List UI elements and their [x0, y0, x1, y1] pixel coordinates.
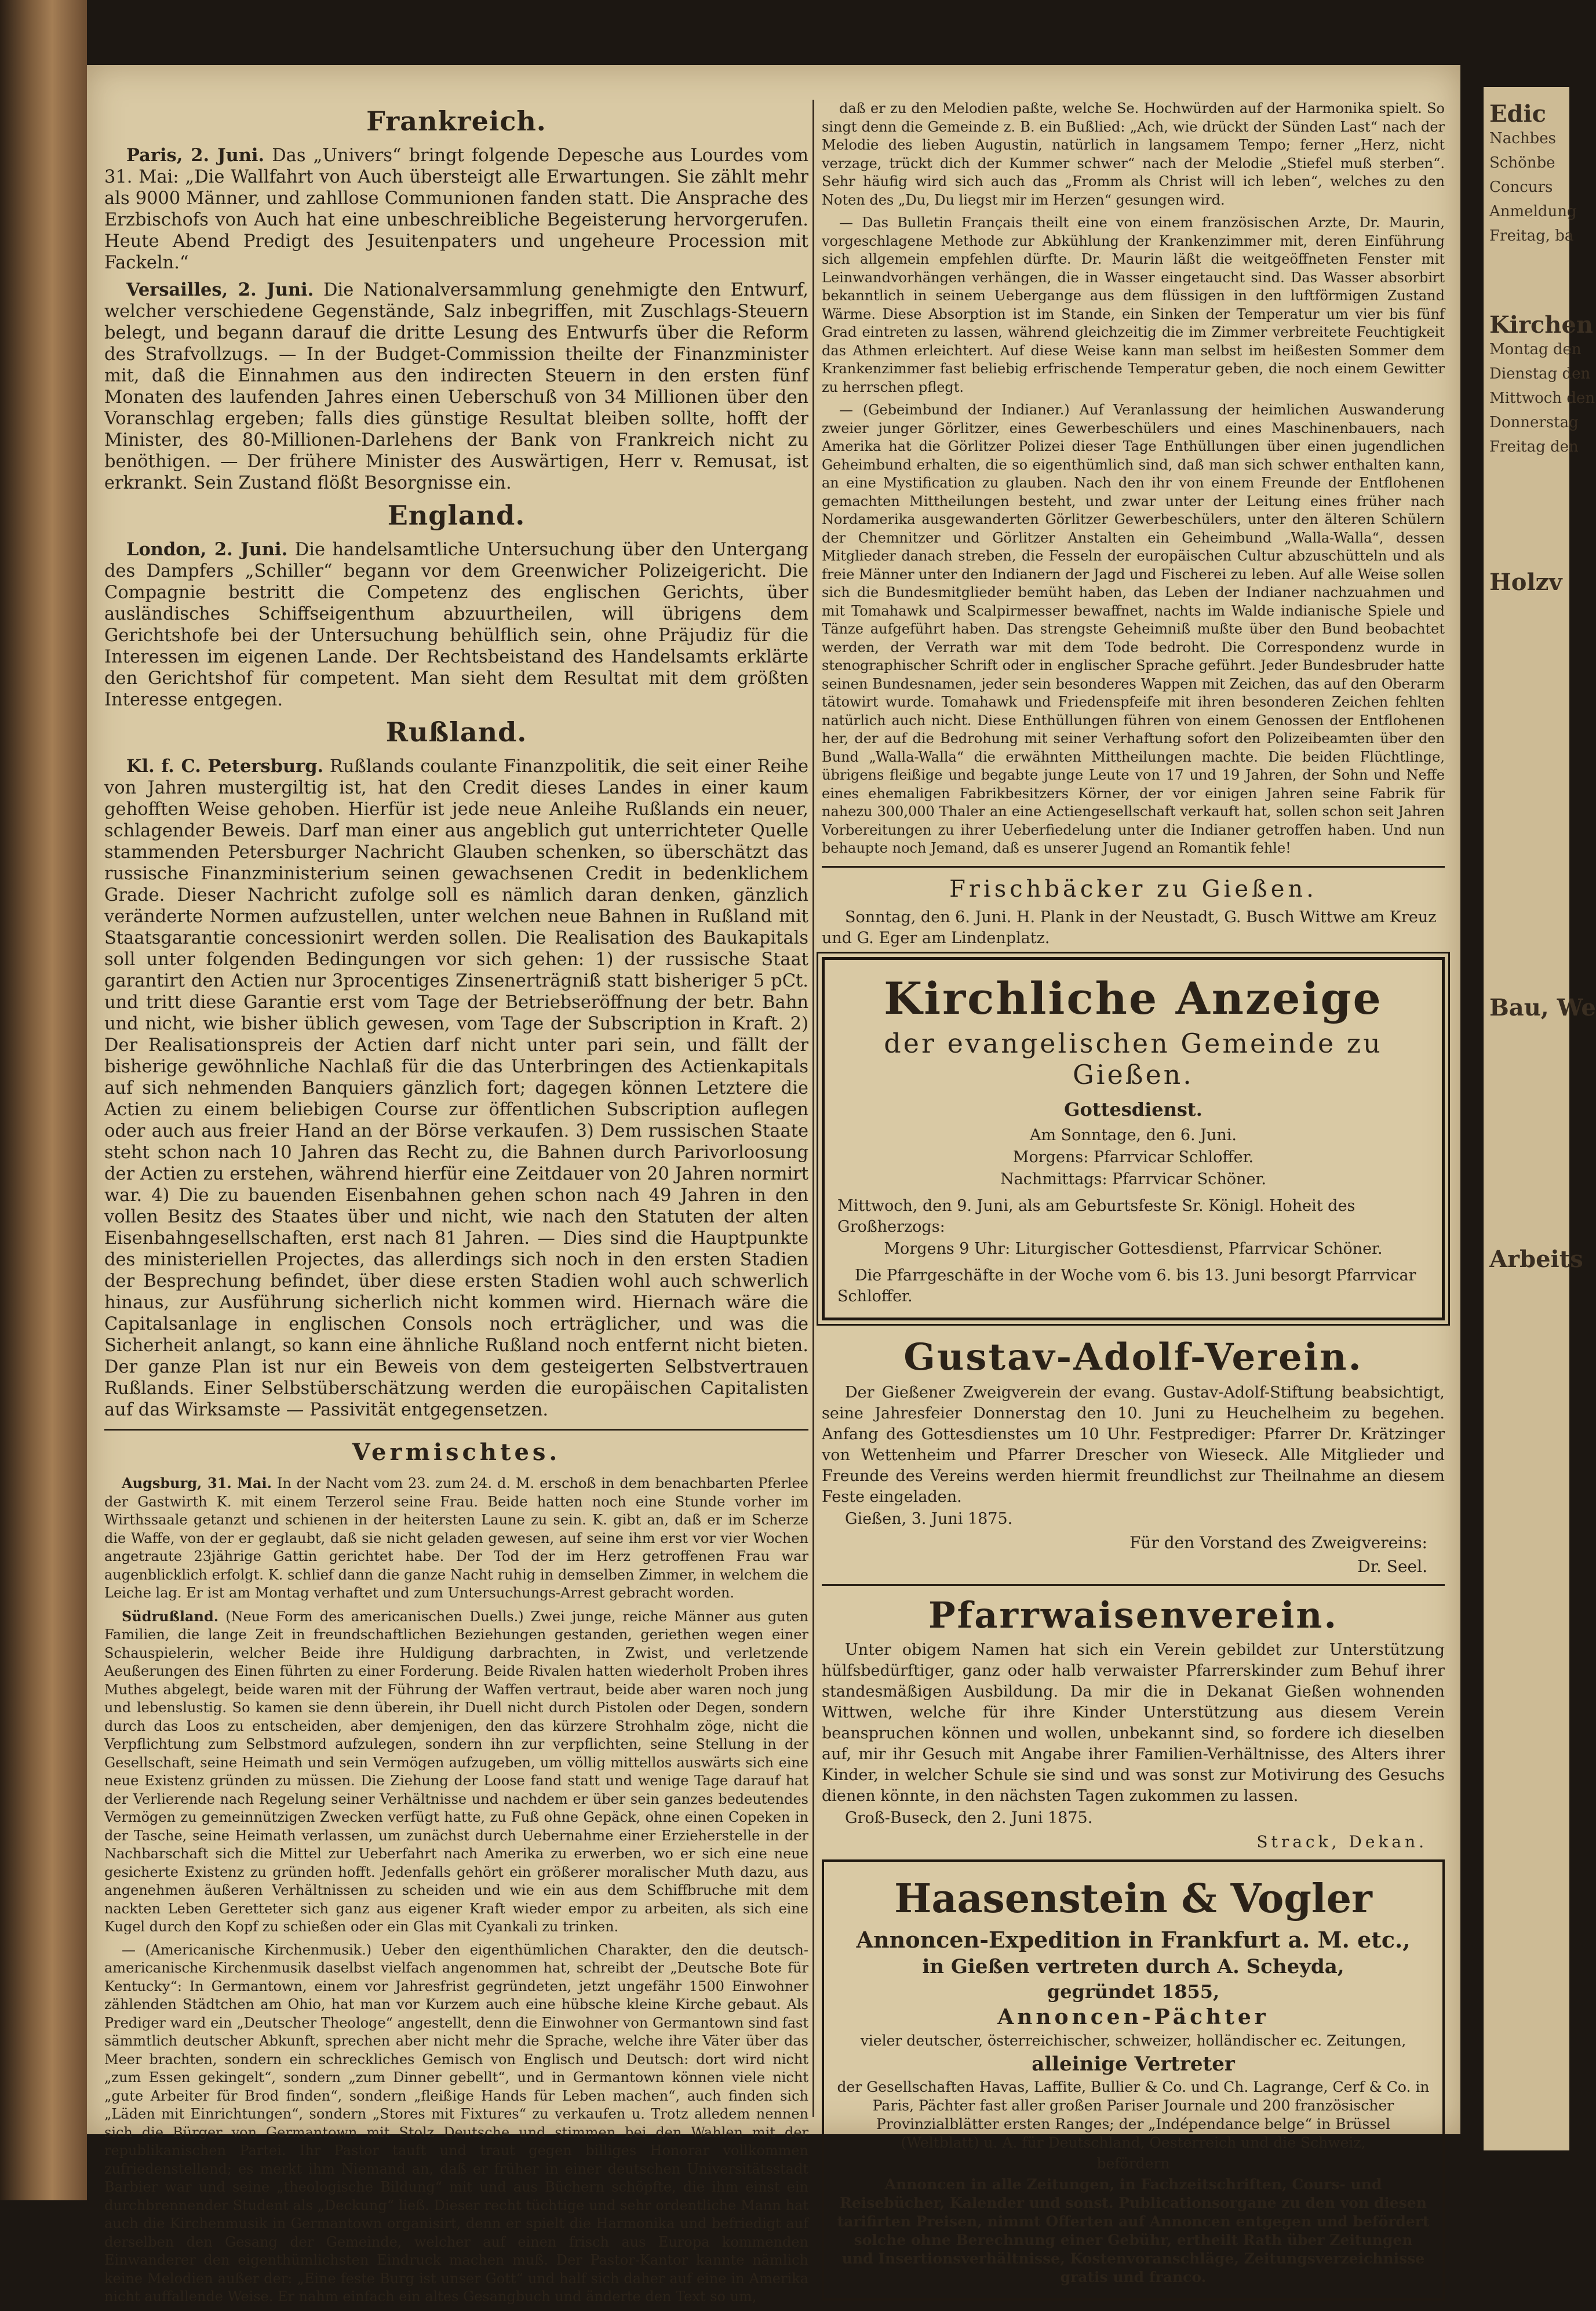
- edge-fragment: Kirchen: [1489, 311, 1594, 339]
- gustav-adolf-signature-2: Dr. Seel.: [1357, 1556, 1427, 1576]
- edge-fragment: Freitag, ba: [1489, 227, 1574, 245]
- haasenstein-vogler-ad: [822, 1859, 1445, 2301]
- edge-fragment: Holzv: [1489, 569, 1562, 596]
- service-morning: Morgens: Pfarrvicar Schloffer.: [1012, 1148, 1254, 1166]
- ad-line-2: in Gießen vertreten durch A. Scheyda,: [922, 1955, 1344, 1978]
- pfarrgeschaefte: Die Pfarrgeschäfte in der Woche vom 6. bis 13. Juni besorgt Pfarrvicar Schloffer.: [837, 1266, 1416, 1305]
- section-rule: [104, 1429, 808, 1431]
- article-text: Die handelsamtliche Untersuchung über den Untergang des Dampfers „Schiller“ begann vor dem Greenwicher Polizeigericht. Die Compagnie bestritt die Competenz des englischen Gerichts, über ausländisches Schiffseigenthum abzuurtheilen, will übrigens dem Gerichtshofe bei der Untersuchung behülflich sein, ohne Präjudiz für die Interessen im eigenen Lande. Der Rechtsbeistand des Handelsamts erklärte den Gerichtshof für competent. Man sieht dem Resultat mit dem größten Interesse entgegen.: [104, 540, 808, 710]
- edge-fragment: Freitag den: [1489, 438, 1579, 456]
- article-text: Die Nationalversammlung genehmigte den Entwurf, welcher verschiedene Gegenstände, Salz inbegriffen, mit Zuschlags-Steuern belegt, und begann darauf die dritte Lesung des Entwurfs über die Reform des Strafvollzugs. — In der Budget-Commission theilte der Finanzminister mit, daß die Einnahmen aus den indirecten Steuern in den ersten fünf Monaten des laufenden Jahres einen Ueberschuß von 34 Millionen über den Voranschlag ergeben; falls dies günstige Resultat bleiben sollte, hofft der Minister, des 80-Millionen-Darlehens der Bank von Frankreich nicht zu benöthigen. — Der frühere Minister des Auswärtigen, Herr v. Remusat, ist erkrankt. Sein Zustand flößt Besorgnisse ein.: [104, 280, 808, 493]
- kirchliche-anzeige-subtitle: der evangelischen Gemeinde zu Gießen.: [884, 1027, 1383, 1090]
- article-text: Das „Univers“ bringt folgende Depesche aus Lourdes vom 31. Mai: „Die Wallfahrt von Auch übersteigt alle Erwartungen. Sie zählt mehr als 9000 Männer, und zahllose Communionen fanden statt. Die Ansprache des Erzbischofs von Auch hat eine unbeschreibliche Begeisterung hervorgerufen. Heute Abend Predigt des Jesuitenpaters und ungeheure Procession mit Fackeln.“: [104, 145, 808, 273]
- dateline: Kl. f. C. Petersburg.: [126, 756, 324, 777]
- ad-title: Haasenstein & Vogler: [894, 1875, 1372, 1922]
- article-augsburg: [104, 1474, 808, 1603]
- section-rule: [822, 866, 1445, 868]
- section-rule: [822, 1584, 1445, 1586]
- adjacent-page-edge: [1484, 87, 1596, 2150]
- frischbaecker-text: Sonntag, den 6. Juni. H. Plank in der Neustadt, G. Busch Wittwe am Kreuz und G. Eger am Lindenplatz.: [822, 908, 1437, 947]
- dateline: Augsburg, 31. Mai.: [122, 1475, 272, 1491]
- article-petersburg: [104, 756, 808, 1421]
- gustav-adolf-title: Gustav-Adolf-Verein.: [903, 1335, 1363, 1379]
- ad-line-4: Annoncen-Pächter: [997, 2004, 1269, 2029]
- article-continuation: daß er zu den Melodien paßte, welche Se. Hochwürden auf der Harmonika spielt. So singt denn die Gemeinde z. B. ein Bußlied: „Ach, wie drückt der Sünden Last“ nach der Melodie des lieben Augustin, natürlich in langsamem Tempo; ferner „Herz, nicht verzage, trückt dich der Kummer schwer“ nach der Melodie „Stiefel muß sterben“. Sehr häufig wird sich auch das „Fromm als Christ will ich leben“, welches zu den Noten des „Du, Du liegst mir im Herzen“ gesungen wird.: [822, 100, 1445, 208]
- dateline: Südrußland.: [122, 1607, 219, 1625]
- pfarrwaisenverein-date: Groß-Buseck, den 2. Juni 1875.: [845, 1808, 1093, 1827]
- dateline: London, 2. Juni.: [126, 539, 288, 560]
- article-text: Rußlands coulante Finanzpolitik, die seit einer Reihe von Jahren mustergiltig ist, hat den Credit dieses Landes in einer kaum gehofften Weise gehoben. Hierfür ist jede neue Anleihe Rußlands ein neuer, schlagender Beweis. Darf man einer aus angeblich gut unterrichteter Quelle stammenden Petersburger Nachricht Glauben schenken, so überschätzt das russische Finanzministerium seinen gewachsenen Credit in bedenklichem Grade. Dieser Nachricht zufolge soll es nämlich daran denken, gänzlich veränderte Normen aufzustellen, unter welchen neue Bahnen in Rußland mit Staatsgarantie concessionirt werden sollen. Die Realisation des Baukapitals soll unter folgenden Bedingungen vor sich gehen: 1) der russische Staat garantirt den Actien nur 3procentiges Zinsenerträgniß statt bisheriger 5 pCt. und tritt diese Garantie erst vom Tage der Betriebseröffnung der betr. Bahn und nicht, wie bisher üblich gewesen, vom Tage der Subscription in Kraft. 2) Der Realisationspreis der Actien darf nicht unter pari sein, und fällt der bisherige gewöhnliche Nachlaß für die das Unterbringen des Actienkapitals auf sich nehmenden Banquiers gänzlich fort; dagegen können Letztere die Actien zu einem beliebigen Course zur öffentlichen Subscription auflegen oder auch aus freier Hand an der Börse verkaufen. 3) Dem russischen Staate steht schon nach 10 Jahren das Recht zu, die Bahnen durch Parivorloosung der Actien zu erstehen, während hierfür eine Zeitdauer von 20 Jahren normirt war. 4) Die zu bauenden Eisenbahnen gehen schon nach 49 Jahren in den vollen Besitz des Staates über und nicht, wie nach den Statuten der alten Eisenbahngesellschaften, erst nach 81 Jahren. — Dies sind die Hauptpunkte des ministeriellen Projectes, das allerdings sich noch in den ersten Stadien der Besprechung befindet, über diese ersten Stadien wohl auch schwerlich hinaus, zur Ausführung sicherlich nicht kommen wird. Hiernach wäre die Capitalsanlage in englischen Consols noch erträglicher, und was die Sicherheit anlangt, so kann eine ähnliche Rußland noch entfernt nicht bieten. Der ganze Plan ist nur ein Beweis von dem gesteigerten Selbstvertrauen Rußlands. Einer Selbstüberschätzung werden die europäischen Capitalisten auf das Wirksamste — Passivität entgegensetzen.: [104, 756, 808, 1420]
- article-london: [104, 539, 808, 711]
- gottesdienst-heading: Gottesdienst.: [1064, 1098, 1203, 1120]
- edge-fragment: Schönbe: [1489, 154, 1555, 172]
- section-heading-england: England.: [387, 500, 526, 531]
- edge-fragment: Mittwoch den: [1489, 390, 1595, 407]
- ad-line-9: Annoncen in alle Zeitungen, in Fachzeitschriften, Cours- und Reisebücher, Kalender und sonst. Publicationsorgane zu den von diesen tarifirten Preisen, nimmt Offerten auf Annoncen entgegen und befördert solche ohne Berechnung einer Gebühr, ertheilt Rath über Zeitungen und Insertionsverhältnisse, Kostenvoranschläge, Zeitungsverzeichnisse gratis und franco.: [837, 2175, 1430, 2285]
- section-heading-frankreich: Frankreich.: [366, 105, 546, 137]
- article-indianer: — (Gebeimbund der Indianer.) Auf Veranlassung der heimlichen Auswanderung zweier junger Görlitzer, eines Gewerbeschülers und eines Maschinenbauers, nach Amerika hat die Görlitzer Polizei dieser Tage Enthüllungen über einen jugendlichen Geheimbund erhalten, die so eigenthümlich sind, daß man sich schwer enthalten kann, an eine Mystification zu glauben. Nach den ihr von einem Freunde der Entflohenen gemachten Mittheilungen besteht, und zwar unter der Leitung eines früher nach Nordamerika ausgewanderten Görlitzer Gewerbeschülers, unter den älteren Schülern der Chemnitzer und Görlitzer Anstalten ein Geheimbund „Walla-Walla“, dessen Mitglieder danach streben, die Fesseln der europäischen Cultur abzuschütteln und als freie Männer unter den Indianern der Jagd und Fischerei zu leben. Auf alle Weise sollen sich die Bundesmitglieder bemüht haben, das Leben der Indianer nachzuahmen und mit Tomahawk und Scalpirmesser bewaffnet, nachts im Walde indianische Spiele und Tänze aufgeführt haben. Das strengste Geheimniß mußte über den Bund beobachtet werden, der Verrath war mit dem Tode bedroht. Die Correspondenz wurde in stenographischer Schrift oder in englischer Sprache geführt. Jeder Bundesbruder hatte seinen Bundesnamen, jeder sein besonderes Wappen mit Zeichen, das auf den Oberarm tätowirt wurde. Tomahawk und Friedenspfeife mit ihren besonderen Zeichen fehlten natürlich auch nicht. Diese Enthüllungen führen von einem Genossen der Entflohenen her, der auf die Bedrohung mit seiner Verhaftung sofort den Polizeibeamten über den Bund „Walla-Walla“ die erwähnten Mittheilungen machte. Die beiden Flüchtlinge, übrigens fleißige und begabte junge Leute von 17 und 19 Jahren, der Sohn und Neffe eines ehemaligen Fabrikbesitzers Körner, der vor einigen Jahren seine Fabrik für nahezu 300,000 Thaler an eine Actiengesellschaft verkauft hat, sollen schon seit Jahren Vorbereitungen zu ihrer Ueberfiedelung unter die Indianer getroffen haben. Und nun behaupte noch Jemand, daß es unserer Jugend an Romantik fehle!: [822, 402, 1445, 856]
- article-paris: [104, 145, 808, 274]
- edge-fragment: Nachbes: [1489, 130, 1556, 147]
- service-wednesday-detail: Morgens 9 Uhr: Liturgischer Gottesdienst, Pfarrvicar Schöner.: [884, 1239, 1383, 1258]
- ad-line-8: befördern: [1096, 2154, 1170, 2172]
- pfarrwaisenverein-signature: Strack, Dekan.: [1256, 1832, 1427, 1851]
- edge-fragment: Edic: [1489, 100, 1547, 128]
- ad-line-7: der Gesellschaften Havas, Laffite, Bullier & Co. und Ch. Lagrange, Cerf & Co. in Paris, Pächter fast aller großen Pariser Journale und 200 französischer Provinzialblätter ersten Ranges; der „Indépendance belge“ in Brüssel (Weltblatt) u. A. für Deutschland, Oesterreich und die Schweiz,: [837, 2078, 1430, 2151]
- newspaper-page: [87, 65, 1460, 2305]
- gustav-adolf-signature-1: Für den Vorstand des Zweigvereins:: [1129, 1533, 1427, 1552]
- frischbaecker-title: Frischbäcker zu Gießen.: [949, 875, 1317, 902]
- gustav-adolf-date: Gießen, 3. Juni 1875.: [845, 1509, 1013, 1528]
- book-binding: [0, 0, 87, 2200]
- ad-line-6: alleinige Vertreter: [1032, 2052, 1235, 2076]
- kirchliche-anzeige-title: Kirchliche Anzeige: [884, 972, 1383, 1024]
- column-divider: [812, 100, 814, 2117]
- right-column: [822, 100, 1445, 2309]
- edge-fragment: Montag den: [1489, 341, 1582, 358]
- left-column: [104, 100, 808, 2311]
- article-text: (Neue Form des americanischen Duells.) Zwei junge, reiche Männer aus guten Familien, die lange Zeit in freundschaftlichen Beziehungen gestanden, geriethen wegen einer Schauspielerin, welcher Beide ihre Huldigung darbrachten, in Zwist, und verletzende Aeußerungen des Einen führten zu einer Forderung. Beide Rivalen hatten wiederholt Proben ihres Muthes abgelegt, beide waren mit der Führung der Waffen vertraut, beide aber waren noch jung und lebenslustig. So kamen sie denn überein, ihr Duell nicht durch Pistolen oder Degen, sondern durch das Loos zu entscheiden, aber demjenigen, den das kürzere Strohhalm zöge, nicht die Verpflichtung zum Selbstmord aufzulegen, sondern ihn zur verpflichten, seine Stellung in der Gesellschaft, seine Heimath und sein Vermögen aufzugeben, um völlig mittellos auswärts sich eine neue Existenz gründen zu müssen. Die Ziehung der Loose fand statt und wenige Tage darauf hat der Verlierende nach Regelung seiner Verhältnisse und nachdem er über sein ganzes bedeutendes Vermögen zu gemeinnützigen Zwecken verfügt hatte, zu Fuß ohne Gepäck, ohne einen Copeken in der Tasche, seine Heimath verlassen, um zunächst durch Uebernahme einer Erzieherstelle in der Nachbarschaft sich die Mittel zur Ueberfahrt nach Amerika zu erwerben, wo er sich eine neue gesicherte Existenz zu gründen hofft. Jedenfalls gehört ein größerer moralischer Muth dazu, aus angenehmen äußeren Verhältnissen zu scheiden und wie ein aus dem Schiffbruche mit dem nackten Leben Geretteter sich ganz aus eigener Kraft wieder empor zu arbeiten, als sich eine Kugel durch den Kopf zu schießen oder ein Glas mit Cyankali zu trinken.: [104, 1608, 808, 1935]
- article-versailles: [104, 279, 808, 494]
- edge-fragment: Bau, We: [1489, 994, 1596, 1021]
- edge-fragment: Concurs: [1489, 179, 1553, 196]
- pfarrwaisenverein-title: Pfarrwaisenverein.: [928, 1593, 1339, 1636]
- edge-fragment: Arbeits: [1489, 1246, 1583, 1273]
- edge-fragment: Donnerstag: [1489, 414, 1579, 431]
- dateline: Paris, 2. Juni.: [126, 145, 265, 166]
- section-heading-vermischtes: Vermischtes.: [352, 1439, 561, 1466]
- article-kirchenmusik: — (Americanische Kirchenmusik.) Ueber den eigenthümlichen Charakter, den die deutsch-americanische Kirchenmusik daselbst vielfach angenommen hat, schreibt der „Deutsche Bote für Kentucky“: In Germantown, einem vor Jahresfrist gegründeten, jetzt ungefähr 1500 Einwohner zählenden Städtchen am Ohio, hat man vor Kurzem auch eine hübsche kleine Kirche gebaut. Als Prediger ward ein „Deutscher Theologe“ angestellt, denn die Einwohner von Germantown sind fast sämmtlich deutscher Abkunft, sprechen aber nicht mehr die Sprache, welche ihre Väter über das Meer brachten, sondern ein schreckliches Gemisch von Englisch und Deutsch: dort wird nicht „zum Essen gekingelt“, sondern „zum Dinner gebellt“, und in Germantown können viele nicht „gute Arbeiter für Brod finden“, sondern „fleißige Hands für Leben machen“, auch finden sich „Läden mit Einrichtungen“, sondern „Stores mit Fixtures“ zu verkaufen u. Trotz alledem nennen sich die Bürger von Germantown mit Stolz Deutsche und stimmen bei den Wahlen mit der republikanischen Partei. Ihr Pastor tauft und traut gegen billiges Honorar vollkommen zufriedenstellend; es merkt ihm Niemand an, daß er früher in einer deutschen Universitätsstadt Barbier war und seine „theologische Bildung“ mit und aus Büchern schöpfte, die ihm einst ein durchbrennender Student als „Deckung“ ließ. Dieser recht tüchtige und sehr ordentliche Mann hat auch die Kirchenmusik in Germantown organisirt, denn er spielt die Harmonika und befriedigt auf derselben den Gesang der Gemeinde, welcher auf einen frisch aus Europa kommenden Einwanderer den eigenthümlichsten Eindruck machen muß. Der Pastor-Kantor kannte nämlich keine Melodien außer der: „Eine feste Burg ist unser Gott“ und half sich daher auf eine in Amerika nicht auffallende Weise. Er nahm einfach ein altes Gesangbuch und änderte den Text so um,: [104, 1941, 808, 2305]
- kirchliche-anzeige-box: [822, 957, 1445, 1320]
- edge-fragment: Anmeldung: [1489, 203, 1577, 220]
- ad-line-3: gegründet 1855,: [1047, 1980, 1220, 2003]
- article-bulletin: — Das Bulletin Français theilt eine von einem französischen Arzte, Dr. Maurin, vorgeschlagene Methode zur Abkühlung der Krankenzimmer mit, deren Einführung sich allgemein empfehlen dürfte. Dr. Maurin läßt die weitgeöffneten Fenster mit Leinwandvorhängen verhängen, die in Wasser eingetaucht sind. Das Wasser absorbirt bekanntlich in seinem Uebergange aus dem flüssigen in den luftförmigen Zustand Wärme. Diese Absorption ist im Stande, ein Sinken der Temperatur um vier bis fünf Grad eintreten zu lassen, während gleichzeitig die im Zimmer verbreitete Feuchtigkeit das Athmen erleichtert. Auf diese Weise kann man selbst im heißesten Sommer dem Krankenzimmer fast beliebig erfrischende Temperatur geben, die noch einem Gewitter zu herrschen pflegt.: [822, 214, 1445, 395]
- article-text: In der Nacht vom 23. zum 24. d. M. erschoß in dem benachbarten Pferlee der Gastwirth K. mit einem Terzerol seine Frau. Beide hatten noch eine Stunde vorher im Wirthssaale getanzt und schienen in der heitersten Laune zu sein. K. gibt an, daß er im Scherze die Waffe, von der er geglaubt, daß sie nicht geladen gewesen, auf seine ihm erst vor vier Wochen angetraute 23jährige Gattin gerichtet habe. Der Tod der im Herz getroffenen Frau war augenblicklich erfolgt. K. schlief dann die ganze Nacht ruhig in demselben Zimmer, in welchem die Leiche lag. Er ist am Montag verhaftet und zum Untersuchungs-Arrest gebracht worden.: [104, 1475, 808, 1601]
- section-heading-russland: Rußland.: [385, 716, 527, 748]
- pfarrwaisenverein-text: Unter obigem Namen hat sich ein Verein gebildet zur Unterstützung hülfsbedürftiger, ganz oder halb verwaister Pfarrerskinder zum Behuf ihrer standesmäßigen Ausbildung. Da mir die in Dekanat Gießen wohnenden Wittwen, welche für ihre Kinder Unterstützung aus diesem Verein beanspruchen können und wollen, unbekannt sind, so fordere ich dieselben auf, mir ihr Gesuch mit Angabe ihrer Familien-Verhältnisse, des Alters ihrer Kinder, in welcher Schule sie sind und was sonst zur Motivirung des Gesuchs dienen könnte, in den nächsten Tagen zukommen zu lassen.: [822, 1640, 1445, 1805]
- service-afternoon: Nachmittags: Pfarrvicar Schöner.: [1000, 1170, 1266, 1188]
- gustav-adolf-text: Der Gießener Zweigverein der evang. Gustav-Adolf-Stiftung beabsichtigt, seine Jahresfeier Donnerstag den 10. Juni zu Heuchelheim zu begehen. Anfang des Gottesdienstes um 10 Uhr. Festprediger: Pfarrer Dr. Krätzinger von Wettenheim und Pfarrer Drescher von Wieseck. Alle Mitglieder und Freunde des Vereins werden hiermit freundlichst zur Theilnahme an diesem Feste eingeladen.: [822, 1383, 1445, 1506]
- ad-line-1: Annoncen-Expedition in Frankfurt a. M. etc.,: [856, 1926, 1411, 1953]
- edge-fragment: Dienstag den: [1489, 365, 1591, 383]
- service-wednesday: Mittwoch, den 9. Juni, als am Geburtsfeste Sr. Königl. Hoheit des Großherzogs:: [837, 1196, 1355, 1236]
- ad-line-5: vieler deutscher, österreichischer, schweizer, holländischer ec. Zeitungen,: [860, 2032, 1406, 2049]
- article-suedrussland: [104, 1607, 808, 1937]
- service-sunday: Am Sonntage, den 6. Juni.: [1030, 1126, 1237, 1144]
- dateline: Versailles, 2. Juni.: [126, 279, 314, 300]
